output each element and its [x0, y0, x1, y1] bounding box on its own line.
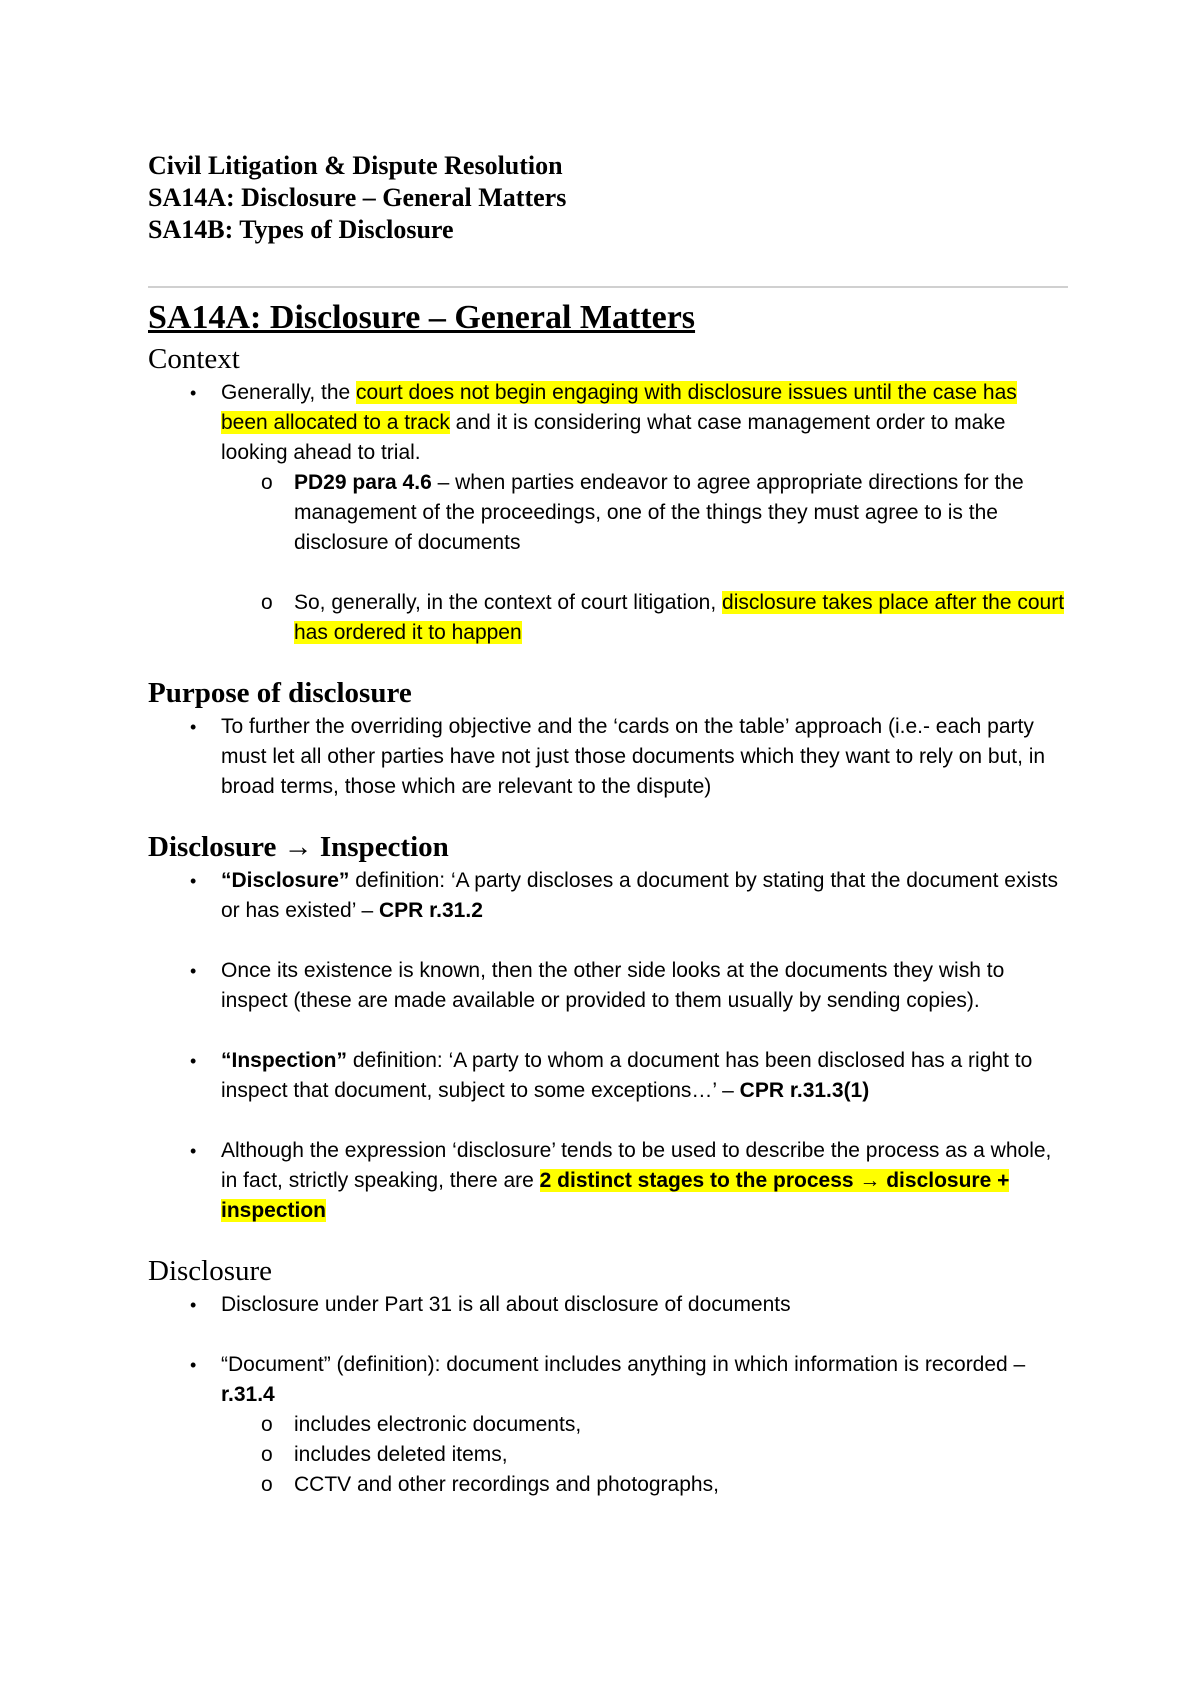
- circle-bullet-icon: o: [261, 1473, 273, 1496]
- context-sublist: [221, 468, 1068, 648]
- reference: CPR r.31.2: [378, 899, 483, 922]
- header-line-3: SA14B: Types of Disclosure: [148, 215, 454, 244]
- circle-bullet-icon: o: [261, 471, 273, 494]
- header-line-1: Civil Litigation & Dispute Resolution: [148, 151, 563, 180]
- disclosure-inspection-list: [148, 866, 1068, 1226]
- heading-purpose: Purpose of disclosure: [148, 677, 412, 709]
- reference: r.31.4: [221, 1383, 275, 1406]
- text-run: Generally, the: [221, 381, 357, 404]
- heading-disclosure-inspection: [148, 828, 1068, 866]
- bullet-icon: •: [190, 1051, 197, 1071]
- text-run: and it is considering what case management order to make looking ahead to trial.: [221, 411, 1006, 464]
- text-run: – when parties endeavor to agree appropriate directions for the management of the proceedings, one of the things they must agree to is the disclosure of documents: [294, 471, 1024, 554]
- bullet-icon: •: [190, 383, 197, 403]
- sub-list-item: [148, 1440, 1068, 1470]
- bullet-icon: •: [190, 717, 197, 737]
- text-run: Disclosure: [148, 831, 284, 863]
- heading-disclosure: Disclosure: [148, 1255, 273, 1287]
- context-list: [148, 378, 1068, 648]
- bullet-icon: •: [190, 1141, 197, 1161]
- reference: CPR r.31.3(1): [739, 1079, 870, 1102]
- text-run: Although the expression ‘disclosure’ tends to be used to describe the process as a whole, in fact, strictly speaking, there are: [221, 1139, 1052, 1192]
- list-item: [148, 1290, 1068, 1320]
- text-run: CCTV and other recordings and photographs,: [294, 1473, 719, 1496]
- list-item: [148, 1350, 1068, 1500]
- list-item: [148, 866, 1068, 926]
- text-run: includes deleted items,: [294, 1443, 508, 1466]
- highlighted-text: disclosure takes place after the court has ordered it to happen: [294, 591, 1065, 644]
- section-title: SA14A: Disclosure – General Matters: [148, 299, 696, 336]
- header-line-2: SA14A: Disclosure – General Matters: [148, 183, 567, 212]
- document-header: [148, 150, 1068, 246]
- reference: PD29 para 4.6: [294, 471, 432, 494]
- sub-list-item: [148, 1410, 1068, 1440]
- document-page: [148, 150, 1068, 1500]
- text-run: definition: ‘A party to whom a document has been disclosed has a right to inspect that document, subject to some exceptions…’ –: [221, 1049, 1033, 1102]
- disclosure-list: [148, 1290, 1068, 1500]
- circle-bullet-icon: o: [261, 1413, 273, 1436]
- list-item: [148, 712, 1068, 802]
- text-run: includes electronic documents,: [294, 1413, 582, 1436]
- list-item: [148, 1136, 1068, 1226]
- sub-list-item: [148, 588, 1068, 648]
- sub-list-item: [148, 468, 1068, 558]
- text-run: So, generally, in the context of court litigation,: [294, 591, 723, 614]
- text-run: definition: ‘A party discloses a document by stating that the document exists or has existed’ –: [221, 869, 1058, 922]
- list-item: [148, 956, 1068, 1016]
- circle-bullet-icon: o: [261, 1443, 273, 1466]
- purpose-list: [148, 712, 1068, 802]
- highlighted-text: 2 distinct stages to the process → disclosure + inspection: [221, 1169, 1010, 1222]
- text-run: Once its existence is known, then the other side looks at the documents they wish to inspect (these are made available or provided to them usually by sending copies).: [221, 959, 1005, 1012]
- sub-list-item: [148, 1470, 1068, 1500]
- arrow-right-icon: →: [283, 831, 313, 863]
- text-run: Disclosure under Part 31 is all about disclosure of documents: [221, 1293, 791, 1316]
- circle-bullet-icon: o: [261, 591, 273, 614]
- bullet-icon: •: [190, 961, 197, 981]
- bullet-icon: •: [190, 1355, 197, 1375]
- highlighted-text: court does not begin engaging with disclosure issues until the case has been allocated to a track: [221, 381, 1017, 434]
- term: “Disclosure”: [221, 869, 350, 892]
- document-types-sublist: [221, 1410, 1068, 1500]
- bullet-icon: •: [190, 1295, 197, 1315]
- text-run: To further the overriding objective and the ‘cards on the table’ approach (i.e.- each party must let all other parties have not just those documents which they want to rely on but, in broad terms, those which are relevant to the dispute): [221, 715, 1046, 798]
- term: “Inspection”: [221, 1049, 348, 1072]
- horizontal-divider: [148, 286, 1068, 288]
- bullet-icon: •: [190, 871, 197, 891]
- list-item: [148, 1046, 1068, 1106]
- text-run: “Document” (definition): document includes anything in which information is recorded –: [221, 1353, 1026, 1376]
- text-run: Inspection: [312, 831, 449, 863]
- list-item: [148, 378, 1068, 648]
- heading-context: Context: [148, 343, 240, 375]
